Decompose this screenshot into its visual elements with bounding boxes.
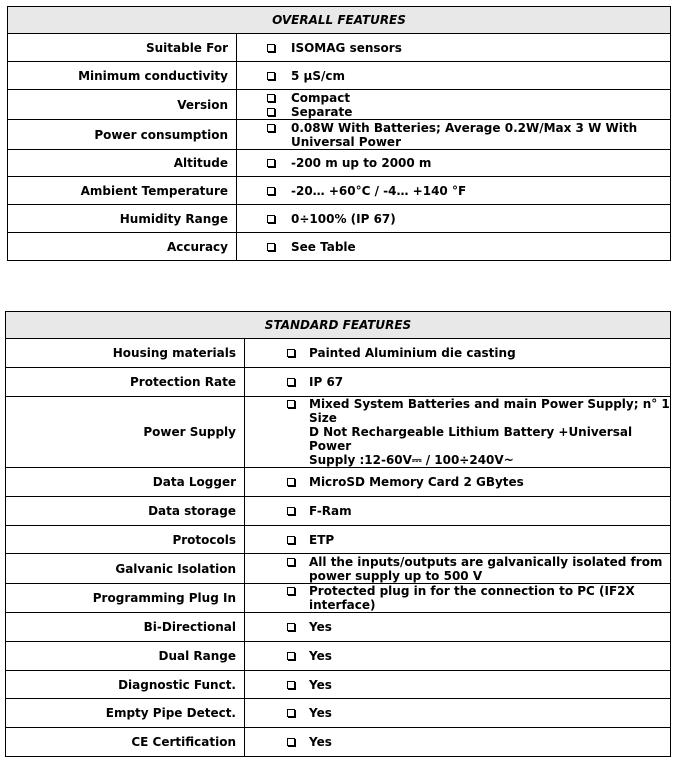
feature-value-text: power supply up to 500 V — [309, 568, 483, 583]
feature-value-text: Painted Aluminium die casting — [309, 346, 516, 360]
checkbox-bullet-icon — [287, 558, 295, 566]
checkbox-bullet-icon — [267, 243, 275, 251]
feature-row — [8, 62, 671, 90]
feature-value — [237, 233, 671, 261]
feature-label: Ambient Temperature — [8, 177, 237, 205]
feature-value-text: 0.08W With Batteries; Average 0.2W/Max 3 W With — [291, 120, 638, 135]
feature-value-text: Mixed System Batteries and main Power Supply; n° 1 Size — [309, 397, 670, 425]
checkbox-bullet-icon — [287, 349, 295, 357]
feature-value — [245, 642, 671, 671]
feature-label: CE Certification — [6, 728, 245, 757]
feature-label: Diagnostic Funct. — [6, 671, 245, 699]
checkbox-bullet-icon — [267, 94, 275, 102]
feature-row — [6, 613, 671, 642]
feature-value-text: IP 67 — [309, 375, 344, 389]
feature-value-line — [309, 584, 670, 612]
feature-value-text: ISOMAG sensors — [291, 40, 402, 55]
feature-row — [6, 699, 671, 728]
feature-label: Humidity Range — [8, 205, 237, 233]
feature-label: Power consumption — [8, 120, 237, 150]
feature-value — [245, 613, 671, 642]
feature-value-text: F-Ram — [309, 504, 352, 518]
feature-value — [245, 468, 671, 497]
checkbox-bullet-icon — [287, 681, 295, 689]
feature-value-line — [309, 620, 670, 634]
feature-value — [237, 150, 671, 177]
checkbox-bullet-icon — [267, 72, 275, 80]
feature-value — [245, 339, 671, 368]
feature-value — [237, 62, 671, 90]
feature-value-line — [291, 212, 670, 226]
feature-value-line — [291, 240, 670, 254]
feature-row — [6, 671, 671, 699]
feature-value — [245, 554, 671, 584]
feature-label: Altitude — [8, 150, 237, 177]
feature-value-line — [291, 69, 670, 83]
feature-row — [8, 177, 671, 205]
overall-features-title: OVERALL FEATURES — [8, 7, 671, 34]
feature-value-text: Compact — [291, 90, 351, 105]
feature-value-text: Yes — [309, 677, 332, 692]
feature-value-text: Yes — [309, 620, 332, 634]
feature-value-line — [309, 475, 670, 489]
feature-value-line — [309, 706, 670, 720]
feature-label: Dual Range — [6, 642, 245, 671]
feature-value-text: Yes — [309, 735, 332, 749]
checkbox-bullet-icon — [287, 623, 295, 631]
feature-value — [245, 699, 671, 728]
feature-value-line — [309, 453, 670, 467]
feature-value — [237, 34, 671, 62]
feature-value — [237, 205, 671, 233]
feature-row — [6, 728, 671, 757]
feature-label: Housing materials — [6, 339, 245, 368]
feature-value-line — [309, 375, 670, 389]
overall-features-table — [7, 6, 671, 261]
feature-value — [245, 368, 671, 397]
feature-value-text: Universal Power — [291, 134, 401, 149]
feature-row — [8, 120, 671, 150]
feature-value-text: 5 µS/cm — [291, 68, 345, 83]
checkbox-bullet-icon — [287, 536, 295, 544]
feature-value-text: All the inputs/outputs are galvanically isolated from — [309, 554, 663, 569]
feature-row — [6, 368, 671, 397]
feature-label: Suitable For — [8, 34, 237, 62]
feature-value-text: -20… +60°C / -4… +140 °F — [291, 183, 467, 198]
feature-row — [6, 584, 671, 613]
feature-label: Bi-Directional — [6, 613, 245, 642]
feature-value-text: -200 m up to 2000 m — [291, 156, 432, 170]
feature-row — [6, 468, 671, 497]
feature-value-line — [291, 156, 670, 170]
checkbox-bullet-icon — [287, 652, 295, 660]
feature-label: Protection Rate — [6, 368, 245, 397]
feature-row — [6, 339, 671, 368]
feature-label: Power Supply — [6, 397, 245, 468]
checkbox-bullet-icon — [287, 378, 295, 386]
feature-value-line — [291, 135, 670, 149]
feature-value-line — [309, 649, 670, 663]
checkbox-bullet-icon — [267, 44, 275, 52]
feature-value-text: Separate — [291, 104, 353, 119]
checkbox-bullet-icon — [267, 215, 275, 223]
feature-row — [6, 397, 671, 468]
feature-value-text: MicroSD Memory Card 2 GBytes — [309, 475, 524, 489]
feature-value-line — [309, 555, 670, 569]
feature-row — [8, 233, 671, 261]
feature-label: Protocols — [6, 526, 245, 554]
feature-value-text: Protected plug in for the connection to PC (IF2X interface) — [309, 584, 635, 612]
feature-value-line — [291, 121, 670, 135]
feature-label: Galvanic Isolation — [6, 554, 245, 584]
feature-row — [8, 150, 671, 177]
feature-value — [245, 671, 671, 699]
feature-value-text: Yes — [309, 706, 332, 720]
feature-value-line — [309, 504, 670, 518]
feature-value-text: See Table — [291, 239, 356, 254]
feature-label: Version — [8, 90, 237, 120]
feature-label: Empty Pipe Detect. — [6, 699, 245, 728]
feature-row — [6, 526, 671, 554]
feature-label: Accuracy — [8, 233, 237, 261]
checkbox-bullet-icon — [267, 159, 275, 167]
feature-label: Data storage — [6, 497, 245, 526]
feature-label: Data Logger — [6, 468, 245, 497]
feature-row — [8, 90, 671, 120]
checkbox-bullet-icon — [287, 738, 295, 746]
checkbox-bullet-icon — [267, 124, 275, 132]
feature-value-line — [309, 397, 670, 425]
standard-features-table — [5, 311, 671, 757]
feature-label: Programming Plug In — [6, 584, 245, 613]
feature-value — [237, 90, 671, 120]
checkbox-bullet-icon — [267, 108, 275, 116]
feature-row — [6, 497, 671, 526]
checkbox-bullet-icon — [267, 187, 275, 195]
feature-value-line — [291, 105, 670, 119]
feature-value — [245, 526, 671, 554]
checkbox-bullet-icon — [287, 400, 295, 408]
feature-value-line — [291, 41, 670, 55]
feature-value-text: Yes — [309, 649, 332, 663]
feature-value-line — [309, 678, 670, 692]
checkbox-bullet-icon — [287, 587, 295, 595]
feature-value — [245, 584, 671, 613]
feature-value — [245, 397, 671, 468]
feature-value-line — [309, 533, 670, 547]
checkbox-bullet-icon — [287, 478, 295, 486]
feature-value — [245, 728, 671, 757]
feature-value — [237, 120, 671, 150]
checkbox-bullet-icon — [287, 507, 295, 515]
checkbox-bullet-icon — [287, 709, 295, 717]
feature-value-line — [309, 425, 670, 453]
feature-row — [6, 554, 671, 584]
feature-row — [8, 205, 671, 233]
feature-value — [237, 177, 671, 205]
feature-value-line — [291, 184, 670, 198]
feature-row — [6, 642, 671, 671]
feature-value-line — [309, 735, 670, 749]
feature-value-text: ETP — [309, 532, 335, 547]
feature-value-line — [309, 569, 670, 583]
feature-value — [245, 497, 671, 526]
feature-value-text: 0÷100% (IP 67) — [291, 211, 396, 226]
feature-value-line — [309, 346, 670, 360]
feature-label: Minimum conductivity — [8, 62, 237, 90]
feature-value-text: D Not Rechargeable Lithium Battery +Universal Power — [309, 425, 633, 453]
feature-row — [8, 34, 671, 62]
standard-features-title: STANDARD FEATURES — [6, 312, 671, 339]
feature-value-line — [291, 91, 670, 105]
feature-value-text: Supply :12-60V⎓ / 100÷240V~ — [309, 453, 514, 467]
